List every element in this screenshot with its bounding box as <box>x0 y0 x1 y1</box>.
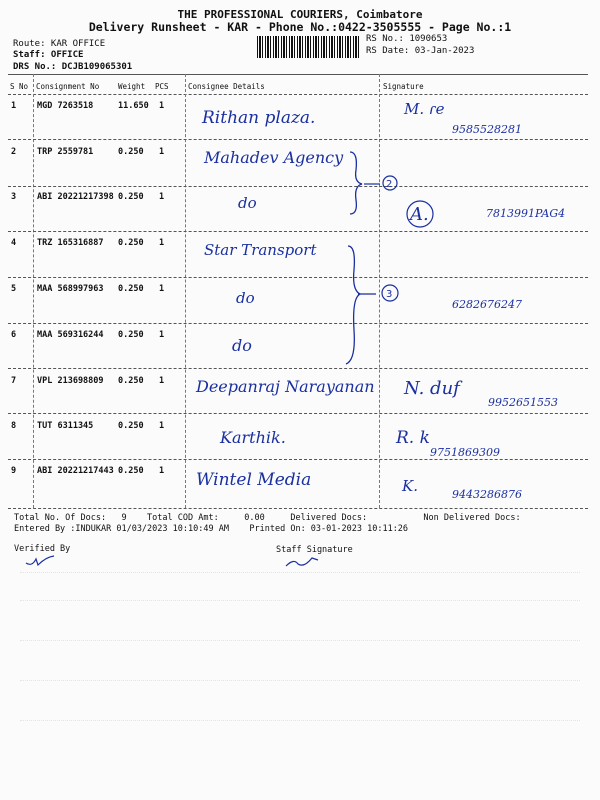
consignee-handwritten: Wintel Media <box>196 470 312 490</box>
weight-value: 0.250 <box>118 192 144 202</box>
phone-handwritten: 9443286876 <box>452 488 522 501</box>
consignment-number: VPL 213698809 <box>37 376 104 386</box>
row-serial: 4 <box>11 238 17 248</box>
staff-signature-label: Staff Signature <box>276 545 353 555</box>
consignee-handwritten: Mahadev Agency <box>204 148 344 167</box>
phone-handwritten: 7813991PAG4 <box>486 207 566 220</box>
consignment-number: TUT 6311345 <box>37 421 94 431</box>
signature-handwritten: N. duf <box>404 378 460 399</box>
pcs-value: 1 <box>159 192 165 202</box>
signature-handwritten: K. <box>402 477 418 495</box>
company-title: THE PROFESSIONAL COURIERS, Coimbatore <box>177 8 423 21</box>
weight-value: 0.250 <box>118 376 144 386</box>
faded-line <box>20 572 580 574</box>
signature-handwritten: M. ɾe <box>404 100 445 118</box>
weight-value: 0.250 <box>118 466 144 476</box>
pcs-value: 1 <box>159 330 165 340</box>
phone-handwritten: 9585528281 <box>452 123 522 136</box>
drs-number: DRS No.: DCJB109065301 <box>13 62 133 72</box>
table-bottom-rule <box>8 508 588 509</box>
pcs-value: 1 <box>159 147 165 157</box>
pcs-value: 1 <box>159 284 165 294</box>
row-serial: 3 <box>11 192 17 202</box>
faded-line <box>20 640 580 642</box>
consignee-handwritten: Karthik. <box>220 428 286 447</box>
verified-by-label: Verified By <box>14 544 71 554</box>
weight-value: 0.250 <box>118 147 144 157</box>
consignment-number: MGD 7263518 <box>37 101 94 111</box>
signature-handwritten: A. <box>410 204 429 225</box>
col-consignee: Consignee Details <box>188 82 265 91</box>
row-serial: 2 <box>11 147 17 157</box>
consignment-number: ABI 20221217398 <box>37 192 114 202</box>
row-serial: 5 <box>11 284 17 294</box>
col-consignment: Consignment No <box>36 82 100 91</box>
consignment-number: TRZ 165316887 <box>37 238 104 248</box>
phone-handwritten: 6282676247 <box>452 298 522 311</box>
consignment-number: MAA 569316244 <box>37 330 104 340</box>
pcs-value: 1 <box>159 238 165 248</box>
col-pcs: PCS <box>155 82 169 91</box>
consignee-handwritten: Star Transport <box>204 241 317 259</box>
consignee-handwritten: do <box>232 336 252 355</box>
weight-value: 11.650 <box>118 101 149 111</box>
staff-signature-mark <box>284 554 324 570</box>
pcs-value: 1 <box>159 101 165 111</box>
weight-value: 0.250 <box>118 238 144 248</box>
group-number-2: 2 <box>386 179 393 190</box>
signature-circle <box>407 201 433 227</box>
row-serial: 9 <box>11 466 17 476</box>
entered-line: Entered By :INDUKAR 01/03/2023 10:10:49 AM Printed On: 03-01-2023 10:11:26 <box>14 524 409 534</box>
bracket-mark <box>346 246 360 364</box>
weight-value: 0.250 <box>118 284 144 294</box>
faded-line <box>20 680 580 682</box>
pcs-value: 1 <box>159 466 165 476</box>
verified-signature <box>24 553 64 569</box>
totals-line: Total No. Of Docs: 9 Total COD Amt: 0.00 Delivered Docs: Non Delivered Docs: <box>14 513 521 523</box>
col-sno: S No <box>10 82 29 91</box>
phone-handwritten: 9751869309 <box>430 446 500 459</box>
signature-handwritten: R. k <box>396 428 430 448</box>
col-signature: Signature <box>383 82 424 91</box>
consignment-number: TRP 2559781 <box>37 147 94 157</box>
consignment-number: MAA 568997963 <box>37 284 104 294</box>
row-serial: 6 <box>11 330 17 340</box>
staff-label: Staff: OFFICE <box>13 50 84 60</box>
pcs-value: 1 <box>159 376 165 386</box>
row-serial: 8 <box>11 421 17 431</box>
route-label: Route: KAR OFFICE <box>13 39 106 49</box>
group-number-3: 3 <box>386 289 393 300</box>
pcs-value: 1 <box>159 421 165 431</box>
weight-value: 0.250 <box>118 330 144 340</box>
row-serial: 1 <box>11 101 17 111</box>
rs-date: RS Date: 03-Jan-2023 <box>366 46 475 56</box>
consignee-handwritten: Rithan plaza. <box>202 108 316 128</box>
row-serial: 7 <box>11 376 17 386</box>
consignee-handwritten: Deepanraj Narayanan <box>196 377 375 396</box>
phone-handwritten: 9952651553 <box>488 396 558 409</box>
rs-number: RS No.: 1090653 <box>366 34 448 44</box>
weight-value: 0.250 <box>118 421 144 431</box>
consignee-handwritten: do <box>236 289 255 307</box>
faded-line <box>20 600 580 602</box>
col-weight: Weight <box>118 82 146 91</box>
consignment-number: ABI 20221217443 <box>37 466 114 476</box>
bracket-mark <box>350 152 362 214</box>
faded-line <box>20 720 580 722</box>
consignee-handwritten: do <box>238 194 257 212</box>
runsheet-subtitle: Delivery Runsheet - KAR - Phone No.:0422-3505555 - Page No.:1 <box>88 20 512 34</box>
